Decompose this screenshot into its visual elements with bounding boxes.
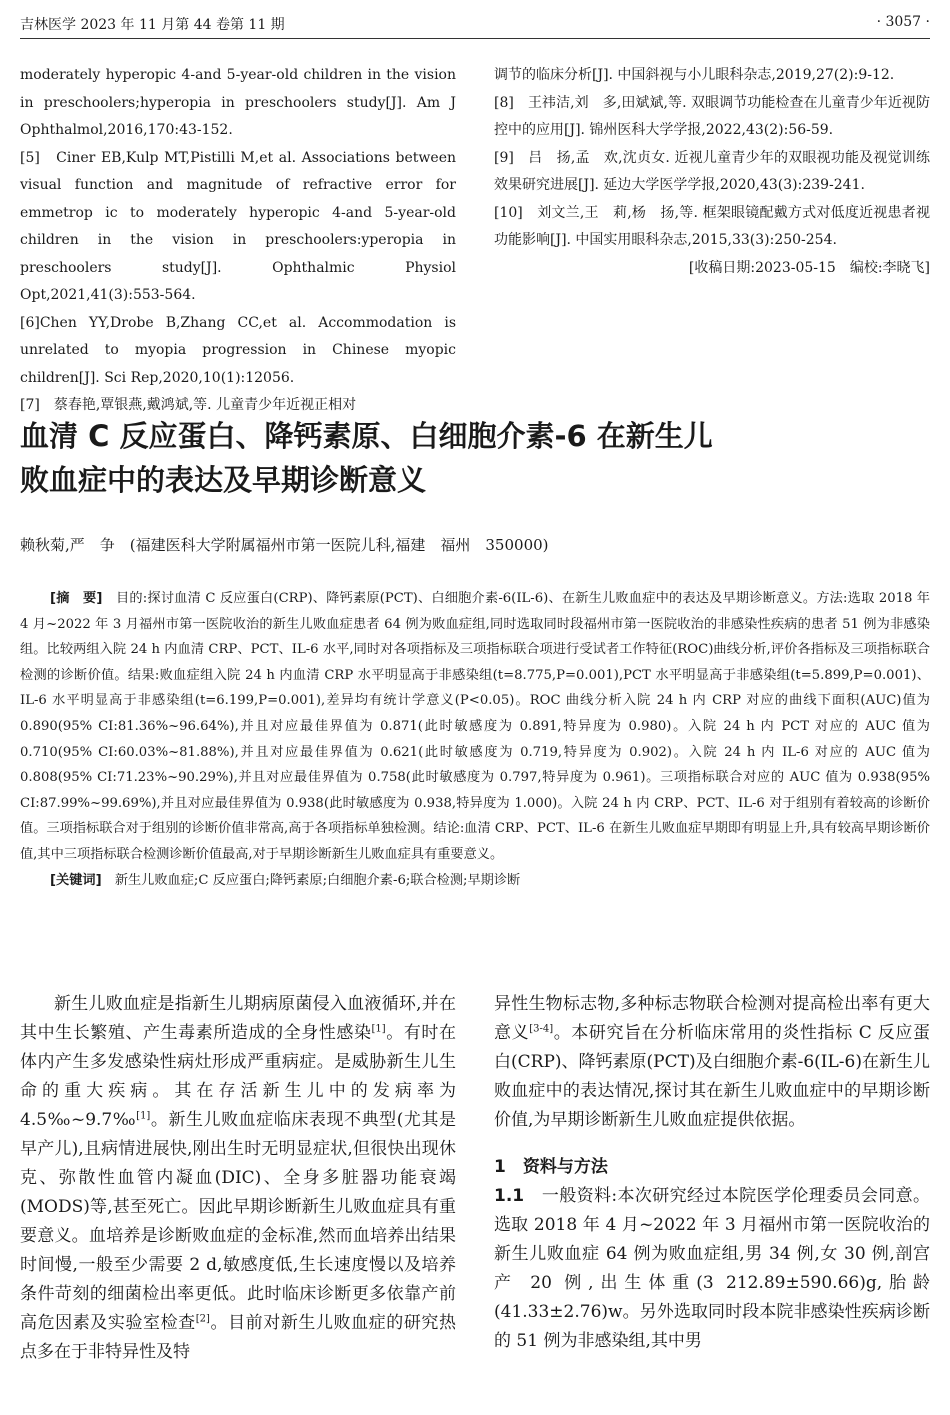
page-number: · 3057 ·: [876, 14, 930, 30]
keywords-text: 新生儿败血症;C 反应蛋白;降钙素原;白细胞介素-6;联合检测;早期诊断: [114, 872, 521, 888]
abstract-paragraph: [20, 586, 930, 868]
subsection-number: 1.1: [494, 1186, 525, 1206]
abstract: [20, 586, 930, 893]
reference-item: [10] 刘文兰,王 莉,杨 扬,等. 框架眼镜配戴方式对低度近视患者视功能影响[J]. 中国实用眼科杂志,2015,33(3):250-254.: [494, 204, 930, 248]
body-left-column: [20, 990, 456, 1367]
title-line-2: 败血症中的表达及早期诊断意义: [20, 463, 427, 497]
body-text: 一般资料:本次研究经过本院医学伦理委员会同意。选取 2018 年 4 月~2022 年 3 月福州市第一医院收治的新生儿败血症 64 例为败血症组,男 34 例,女 30 例,剖宫产 20 例,出生体重(3 212.89±590.66)g,胎龄(41.33±2.76)w。另外选取同时段本院非感染性疾病诊断的 51 例为非感染组,其中男: [494, 1186, 930, 1351]
body-text: 。新生儿败血症临床表现不典型(尤其是早产儿),且病情进展快,刚出生时无明显症状,但很快出现休克、弥散性血管内凝血(DIC)、全身多脏器功能衰竭(MODS)等,甚至死亡。因此早期诊断新生儿败血症具有重要意义。血培养是诊断败血症的金标准,然而血培养出结果时间慢,一般至少需要 2 d,敏感度低,生长速度慢以及培养条件苛刻的细菌检出率更低。此时临床诊断更多依靠产前高危因素及实验室检查: [20, 1110, 456, 1333]
header-rule: [20, 38, 930, 39]
journal-header: 吉林医学 2023 年 11 月第 44 卷第 11 期: [20, 17, 285, 33]
body-text: 。目前对新生儿败血症的研究热点多在于非特异性及特: [20, 1313, 457, 1362]
section-heading: 1 资料与方法: [494, 1157, 608, 1177]
abstract-text: 目的:探讨血清 C 反应蛋白(CRP)、降钙素原(PCT)、白细胞介素-6(IL-6)、在新生儿败血症中的表达及早期诊断意义。方法:选取 2018 年 4 月~2022 年 3 月福州市第一医院收治的新生儿败血症患者 64 例为败血症组,同时选取同时段福州市第一医院收治的非感染性疾病的患者 51 例为非感染组。比较两组入院 24 h 内血清 CRP、PCT、IL-6 水平,同时对各项指标及三项指标联合项进行受试者工作特征(ROC)曲线分析,评价各指标及三项指标联合检测的诊断价值。结果:败血症组入院 24 h 内血清 CRP 水平明显高于非感染组(t=8.775,P=0.001),PCT 水平明显高于非感染组(t=5.899,P=0.001)、IL-6 水平明显高于非感染组(t=6.199,P=0.001),差异均有统计学意义(P<0.05)。ROC 曲线分析入院 24 h 内 CRP 对应的曲线下面积(AUC)值为 0.890(95% CI:81.36%~96.64%),并且对应最佳界值为 0.871(此时敏感度为 0.891,特异度为 0.980)。入院 24 h 内 PCT 对应的 AUC 值为 0.710(95% CI:60.03%~81.88%),并且对应最佳界值为 0.621(此时敏感度为 0.719,特异度为 0.902)。入院 24 h 内 IL-6 对应的 AUC 值为 0.808(95% CI:71.23%~90.29%),并且对应最佳界值为 0.758(此时敏感度为 0.797,特异度为 0.961)。三项指标联合对应的 AUC 值为 0.938(95% CI:87.99%~99.69%),并且对应最佳界值为 0.938(此时敏感度为 0.938,特异度为 1.000)。入院 24 h 内 CRP、PCT、IL-6 对于组别有着较高的诊断价值。三项指标联合对于组别的诊断价值非常高,高于各项指标单独检测。结论:血清 CRP、PCT、IL-6 在新生儿败血症早期即有明显上升,具有较高早期诊断价值,其中三项指标联合检测诊断价值最高,对于早期诊断新生儿败血症具有重要意义。: [20, 591, 930, 862]
body-paragraph: [20, 990, 456, 1367]
body-right-column: [494, 990, 930, 1356]
citation: [1]: [136, 1110, 151, 1122]
body-text: 。有时在体内产生多发感染性病灶形成严重病症。是威胁新生儿生命的重大疾病。其在存活新生儿中的发病率为 4.5‰~9.7‰: [20, 1023, 457, 1130]
citation: [3-4]: [529, 1023, 554, 1035]
references-right-column: [494, 62, 930, 282]
reference-item: 调节的临床分析[J]. 中国斜视与小儿眼科杂志,2019,27(2):9-12.: [494, 67, 895, 83]
body-text: 异性生物标志物,多种标志物联合检测对提高检出率有更大意义: [494, 994, 930, 1043]
received-date: [收稿日期:2023-05-15 编校:李晓飞]: [688, 259, 930, 276]
authors-affiliation: 赖秋菊,严 争 (福建医科大学附属福州市第一医院儿科,福建 福州 350000): [20, 536, 549, 554]
title-line-1: 血清 C 反应蛋白、降钙素原、白细胞介素-6 在新生儿: [20, 419, 713, 453]
keywords-paragraph: [20, 868, 930, 894]
reference-item: moderately hyperopic 4-and 5-year-old children in the vision in preschoolers;hyperopia in preschoolers study[J]. Am J Ophthalmol,2016,170:43-152.: [20, 67, 456, 138]
body-text: 新生儿败血症是指新生儿期病原菌侵入血液循环,并在其中生长繁殖、产生毒素所造成的全身性感染: [20, 994, 456, 1043]
reference-item: [8] 王祎洁,刘 多,田斌斌,等. 双眼调节功能检查在儿童青少年近视防控中的应用[J]. 锦州医科大学学报,2022,43(2):56-59.: [494, 94, 930, 138]
reference-item: [6]Chen YY,Drobe B,Zhang CC,et al. Accommodation is unrelated to myopia progression in Chinese myopic children[J]. Sci Rep,2020,10(1):12056.: [20, 314, 456, 386]
keywords-label: [关键词]: [50, 872, 102, 888]
reference-item: [5] Ciner EB,Kulp MT,Pistilli M,et al. Associations between visual function and magnitude of refractive error for emmetrop ic to moderately hyperopic 4-and 5-year-old children in the vision in preschoolers:yperopia in preschoolers study[J]. Ophthalmic Physiol Opt,2021,41(3):553-564.: [20, 149, 456, 303]
abstract-label: [摘 要]: [50, 591, 103, 606]
references-left-column: [20, 62, 456, 420]
body-paragraph: [494, 1182, 930, 1356]
citation: [1]: [371, 1023, 386, 1035]
citation: [2]: [195, 1313, 210, 1325]
reference-item: [7] 蔡春艳,覃银燕,戴鸿斌,等. 儿童青少年近视正相对: [20, 397, 357, 413]
body-text: 。本研究旨在分析临床常用的炎性指标 C 反应蛋白(CRP)、降钙素原(PCT)及白细胞介素-6(IL-6)在新生儿败血症中的表达情况,探讨其在新生儿败血症中的早期诊断价值,为早期诊断新生儿败血症提供依据。: [494, 1023, 931, 1130]
reference-item: [9] 吕 扬,孟 欢,沈贞女. 近视儿童青少年的双眼视功能及视觉训练效果研究进展[J]. 延边大学医学学报,2020,43(3):239-241.: [494, 149, 930, 193]
article-title: [20, 414, 930, 502]
body-paragraph: [494, 990, 930, 1135]
